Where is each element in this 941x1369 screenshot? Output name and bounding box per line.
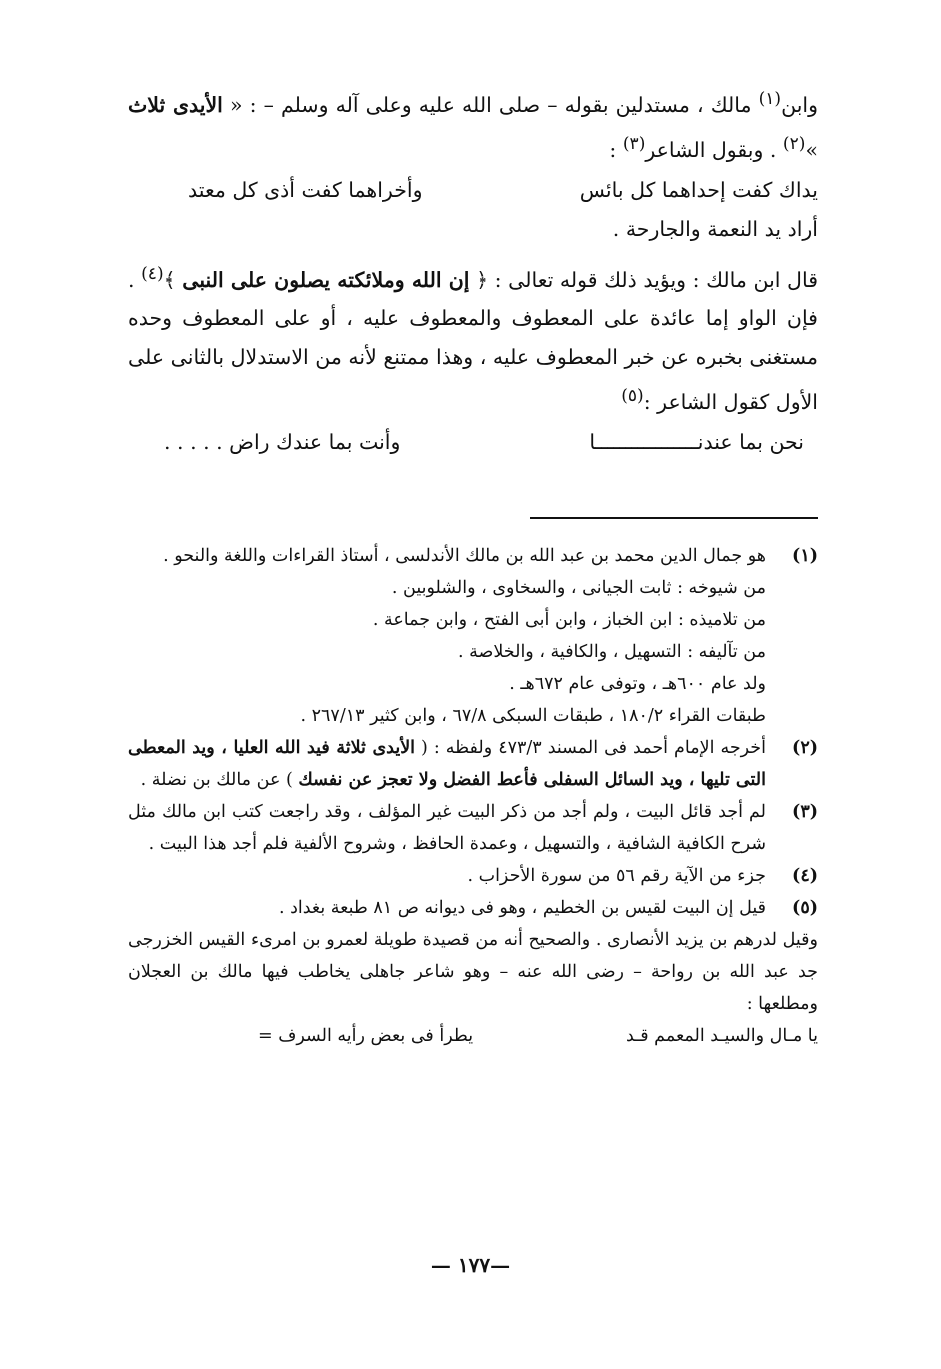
text-run: . وبقول الشاعر xyxy=(645,137,783,162)
text-run: ﴾ xyxy=(163,267,183,292)
footnote-line: طبقات القراء ١٨٠/٢ ، طبقات السبكى ٦٧/٨ ، وابن كثير ٢٦٧/١٣ . xyxy=(300,706,766,726)
hadith-quote: الأيدى ثلاث xyxy=(128,92,223,117)
text-run: ) عن مالك بن نضلة . xyxy=(140,770,299,790)
hadith-quote: الأيدى ثلاثة فيد الله العليا ، ويد المعطى التى تليها ، ويد السائل السفلى فأعط الفضل ولا تعجز عن نفسك xyxy=(128,738,766,790)
verse-2 xyxy=(164,422,804,462)
footnote-number: (٢) xyxy=(792,738,818,758)
footnote-divider xyxy=(530,517,818,519)
text-run: أخرجه الإمام أحمد فى المسند ٤٧٣/٣ ولفظه : ( xyxy=(415,738,766,758)
footnote-4 xyxy=(128,860,818,892)
footnote-line: من تآليفه : التسهيل ، والكافية ، والخلاصة . xyxy=(458,642,766,662)
verse-hemistich-left: وأنت بما عندك راض . . . . . xyxy=(164,430,401,455)
footnote-line: من تلاميذه : ابن الخباز ، وابن أبى الفتح ، وابن جماعة . xyxy=(372,610,766,630)
text-run: وابن xyxy=(781,92,818,117)
footnote-paragraph: وقيل لدرهم بن يزيد الأنصارى . والصحيح أنه من قصيدة طويلة لعمرو بن امرىء القيس الخزرجى جد عبد الله بن رواحة – رضى الله عنه – وهو شاعر جاهلى يخاطب فيها مالك بن العجلان ومطلعها : xyxy=(128,930,818,1014)
footnote-5-continued xyxy=(128,924,818,1052)
footnote-line: هو جمال الدين محمد بن عبد الله بن مالك الأندلسى ، أستاذ القراءات واللغة والنحو . xyxy=(163,546,766,566)
paragraph-2: أراد يد النعمة والجارحة . xyxy=(612,216,818,241)
quran-quote: إن الله وملائكته يصلون على النبى xyxy=(182,267,470,292)
main-text xyxy=(128,80,818,462)
paragraph-1 xyxy=(128,80,818,170)
footnote-ref-1: (١) xyxy=(758,89,782,109)
footnote-body xyxy=(128,540,766,732)
footnote-ref-4: (٤) xyxy=(141,263,164,284)
footnote-body xyxy=(128,732,766,796)
footnote-line: قيل إن البيت لقيس بن الخطيم ، وهو فى ديوانه ص ٨١ طبعة بغداد . xyxy=(278,898,766,918)
footnote-line: ولد عام ٦٠٠هـ ، وتوفى عام ٦٧٢هـ . xyxy=(509,674,766,694)
footnote-number: (١) xyxy=(792,546,818,566)
page-body xyxy=(128,80,818,1046)
footnote-3 xyxy=(128,796,818,860)
footnote-number: (٤) xyxy=(792,866,818,886)
footnote-2 xyxy=(128,732,818,796)
footnotes xyxy=(128,540,818,1052)
verse-hemistich-right: يا مـال والسيـد المعمم قـد xyxy=(625,1026,818,1046)
verse-hemistich-right: نحن بما عندنـــــــــــــــــا xyxy=(589,430,804,455)
footnote-1 xyxy=(128,540,818,732)
text-run: . فإن الواو إما عائدة على المعطوف والمعطوف عليه ، أو على المعطوف وحده مستغنى بخبره عن خبر المعطوف عليه ، وهذا ممتنع لأنه من الاستدلال بالثانى على الأول كقول الشاعر : xyxy=(128,267,818,415)
verse-1 xyxy=(188,170,818,210)
footnote-line: من شيوخه : ثابت الجيانى ، والسخاوى ، والشلوبين . xyxy=(391,578,766,598)
footnote-ref-5: (٥) xyxy=(621,386,644,407)
text-run: مالك ، مستدلين بقوله – صلى الله عليه وعلى آله وسلم – : « xyxy=(222,92,759,117)
verse-hemistich-right: يداك كفت إحداهما كل بائس xyxy=(579,177,818,202)
text-run: » xyxy=(805,137,818,162)
footnote-verse xyxy=(258,1020,818,1052)
footnote-ref-3: (٣) xyxy=(622,133,646,154)
footnote-body xyxy=(128,892,766,924)
paragraph-3 xyxy=(128,255,818,423)
text-run: : xyxy=(609,137,623,162)
footnote-number: (٣) xyxy=(792,802,818,822)
verse-hemistich-left: يطرأ فى بعض رأيه السرف = xyxy=(258,1026,474,1046)
footnote-body: لم أجد قائل البيت ، ولم أجد من ذكر البيت غير المؤلف ، وقد راجعت كتب ابن مالك مثل شرح الكافية الشافية ، والتسهيل ، وعمدة الحافظ ، وشروح الألفية فلم أجد هذا البيت . xyxy=(128,802,766,854)
footnote-5 xyxy=(128,892,818,924)
text-run: قال ابن مالك : ويؤيد ذلك قوله تعالى : ﴿ xyxy=(469,267,818,292)
footnote-number: (٥) xyxy=(792,898,818,918)
footnote-body xyxy=(128,924,818,1052)
footnote-ref-2: (٢) xyxy=(782,133,806,154)
page-number: —١٧٧ — xyxy=(430,1253,511,1277)
footnote-body: جزء من الآية رقم ٥٦ من سورة الأحزاب . xyxy=(467,866,766,886)
verse-hemistich-left: وأخراهما كفت أذى كل معتد xyxy=(188,177,423,202)
